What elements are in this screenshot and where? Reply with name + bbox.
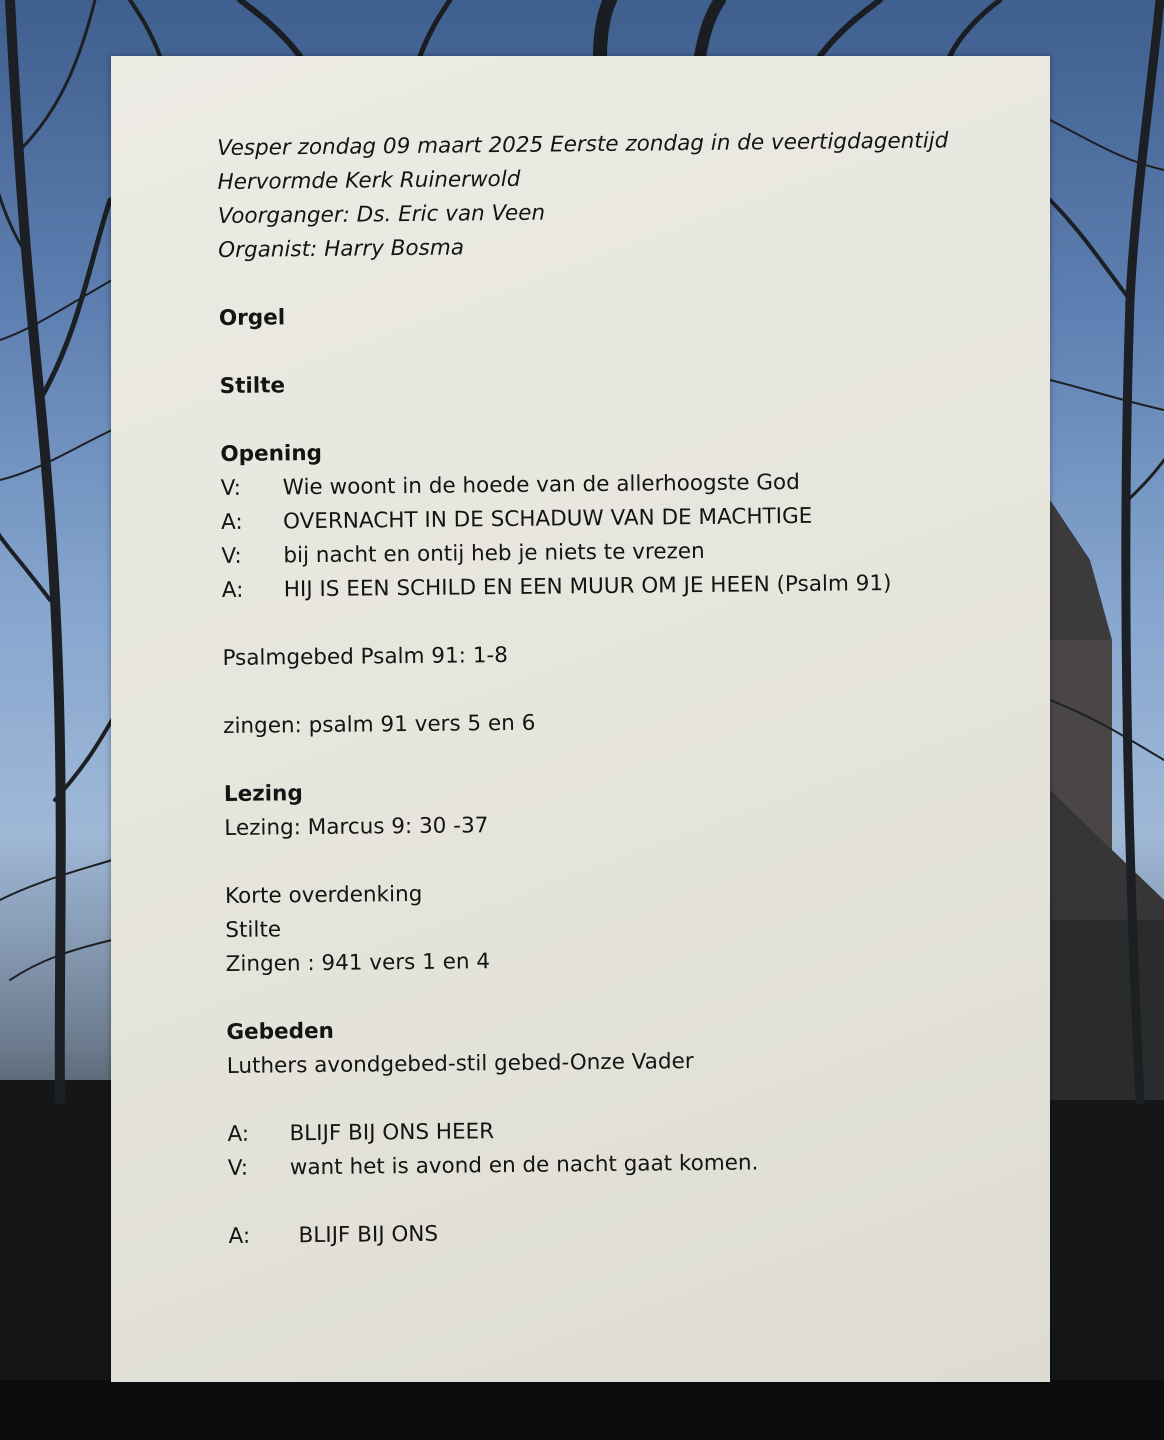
section-opening-heading: Opening — [220, 440, 323, 467]
gebeden-text: Luthers avondgebed-stil gebed-Onze Vader — [226, 1049, 694, 1079]
overdenking-line: Zingen : 941 vers 1 en 4 — [225, 949, 491, 977]
header-organist: Organist: Harry Bosma — [218, 235, 465, 263]
header-minister: Voorganger: Ds. Eric van Veen — [217, 200, 546, 229]
response-text: HIJ IS EEN SCHILD EN EEN MUUR OM JE HEEN (Psalm 91) — [283, 570, 892, 603]
section-orgel: Orgel — [218, 305, 286, 331]
speaker-label: V: — [227, 1155, 249, 1181]
speaker-label: A: — [228, 1223, 251, 1249]
lezing-text: Lezing: Marcus 9: 30 -37 — [224, 813, 489, 841]
speaker-label: V: — [220, 475, 242, 501]
speaker-label: A: — [227, 1121, 250, 1147]
response-text: bij nacht en ontij heb je niets te vrezen — [283, 538, 705, 569]
response-text: want het is avond en de nacht gaat komen. — [289, 1150, 759, 1181]
speaker-label: A: — [221, 577, 244, 603]
section-zingen: zingen: psalm 91 vers 5 en 6 — [223, 710, 536, 739]
response-text: BLIJF BIJ ONS HEER — [289, 1119, 495, 1147]
service-text — [217, 124, 1029, 1254]
section-stilte: Stilte — [219, 373, 286, 399]
overdenking-line: Korte overdenking — [224, 881, 423, 909]
final-line — [228, 1212, 1028, 1254]
response-text: BLIJF BIJ ONS — [298, 1221, 439, 1249]
speaker-label: V: — [221, 543, 242, 569]
section-psalmgebed: Psalmgebed Psalm 91: 1-8 — [222, 642, 509, 671]
response-text: Wie woont in de hoede van de allerhoogste God — [282, 469, 800, 501]
overdenking-line: Stilte — [225, 917, 282, 943]
service-sheet — [111, 56, 1050, 1382]
section-gebeden-heading: Gebeden — [226, 1018, 335, 1045]
speaker-label: A: — [220, 509, 243, 535]
section-lezing-heading: Lezing — [223, 781, 303, 807]
header-service-title: Vesper zondag 09 maart 2025 Eerste zondag in de veertigdagentijd — [217, 128, 949, 161]
header-church: Hervormde Kerk Ruinerwold — [217, 166, 521, 195]
response-text: OVERNACHT IN DE SCHADUW VAN DE MACHTIGE — [282, 503, 813, 535]
